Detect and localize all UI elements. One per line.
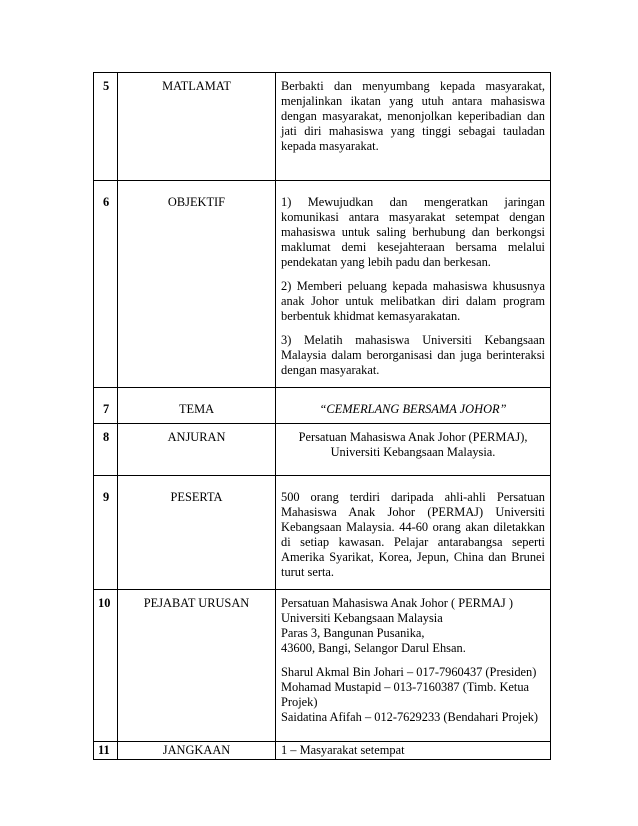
row-value [276, 181, 551, 388]
contact-line: Saidatina Afifah – 012-7629233 (Bendahari Projek) [281, 710, 539, 724]
table-row [94, 742, 551, 760]
paragraph: Berbakti dan menyumbang kepada masyarakat, menjalinkan ikatan yang utuh antara mahasiswa dengan masyarakat, menonjolkan keperibadian dan jati diri mahasiswa yang tinggi sebagai tauladan kepada masyarakat. [281, 79, 545, 153]
row-number: 6 [94, 181, 118, 388]
row-label: ANJURAN [118, 424, 276, 476]
contacts-block [281, 665, 545, 725]
address-line: Paras 3, Bangunan Pusanika, [281, 626, 425, 640]
paragraph: 500 orang terdiri daripada ahli-ahli Persatuan Mahasiswa Anak Johor (PERMAJ) Universiti Kebangsaan Malaysia. 44-60 orang akan diletakkan di setiap kawasan. Pelajar antarabangsa seperti Amerika Syarikat, Korea, Jepun, China dan Brunei turut serta. [281, 490, 545, 579]
row-value: 1 – Masyarakat setempat [276, 742, 551, 760]
table-row [94, 424, 551, 476]
table-row [94, 73, 551, 181]
row-number: 11 [94, 742, 118, 760]
row-label: OBJEKTIF [118, 181, 276, 388]
programme-details-table [93, 72, 551, 760]
row-value [276, 590, 551, 742]
organiser-value: Persatuan Mahasiswa Anak Johor (PERMAJ), Universiti Kebangsaan Malaysia. [276, 424, 551, 476]
address-block [281, 596, 545, 656]
paragraph: 1) Mewujudkan dan mengeratkan jaringan komunikasi antara masyarakat setempat dengan mahasiswa untuk saling berhubung dan berkongsi maklumat demi kesejahteraan bersama melalui pendekatan yang lebih padu dan berkesan. [281, 195, 545, 269]
row-label: PEJABAT URUSAN [118, 590, 276, 742]
row-number: 10 [94, 590, 118, 742]
address-line: Universiti Kebangsaan Malaysia [281, 611, 443, 625]
row-value [276, 73, 551, 181]
row-value [276, 476, 551, 590]
table-row [94, 476, 551, 590]
contact-line: Mohamad Mustapid – 013-7160387 (Timb. Ketua Projek) [281, 680, 530, 709]
row-number: 9 [94, 476, 118, 590]
row-label: JANGKAAN [118, 742, 276, 760]
address-line: 43600, Bangi, Selangor Darul Ehsan. [281, 641, 466, 655]
contact-line: Sharul Akmal Bin Johari – 017-7960437 (Presiden) [281, 665, 537, 679]
address-line: Persatuan Mahasiswa Anak Johor ( PERMAJ ) [281, 596, 513, 610]
paragraph: 2) Memberi peluang kepada mahasiswa khususnya anak Johor untuk melibatkan diri dalam program berbentuk khidmat kemasyarakatan. [281, 279, 545, 323]
row-label: MATLAMAT [118, 73, 276, 181]
table-row [94, 590, 551, 742]
row-label: TEMA [118, 388, 276, 424]
theme-value: “CEMERLANG BERSAMA JOHOR” [276, 388, 551, 424]
row-number: 7 [94, 388, 118, 424]
row-number: 8 [94, 424, 118, 476]
row-number: 5 [94, 73, 118, 181]
table-row [94, 181, 551, 388]
paragraph: 3) Melatih mahasiswa Universiti Kebangsaan Malaysia dalam berorganisasi dan juga berinteraksi dengan masyarakat. [281, 333, 545, 377]
row-label: PESERTA [118, 476, 276, 590]
table-row [94, 388, 551, 424]
